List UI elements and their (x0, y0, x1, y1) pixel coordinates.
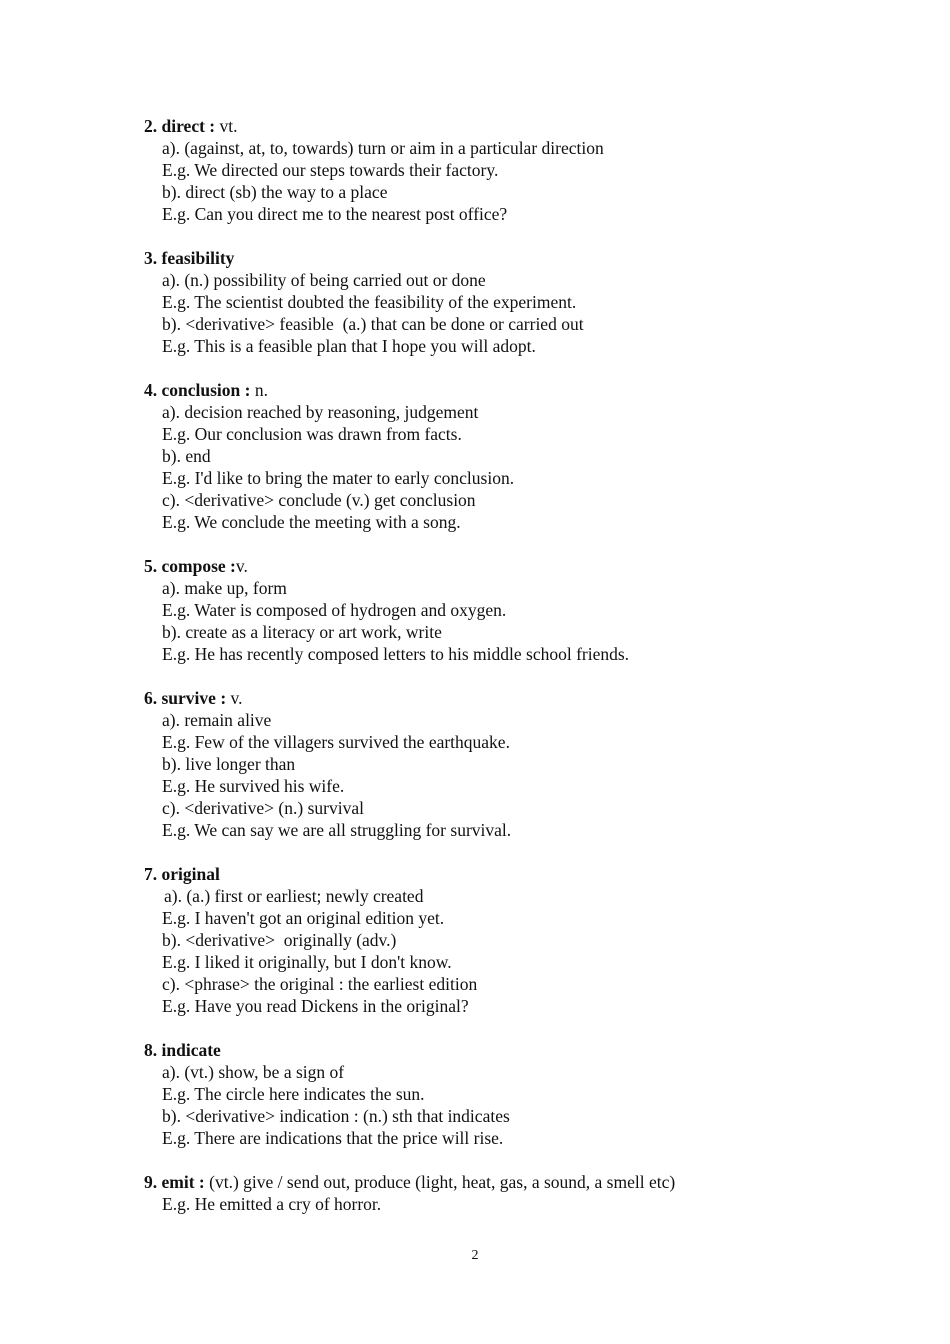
definition-line: b). <derivative> originally (adv.) (162, 930, 397, 950)
definition-line: a). (a.) first or earliest; newly created (164, 886, 424, 906)
example-line: E.g. Few of the villagers survived the earthquake. (162, 732, 510, 752)
entry-word: compose : (161, 556, 236, 576)
example-line: E.g. I'd like to bring the mater to early conclusion. (162, 468, 515, 488)
example-line: E.g. We conclude the meeting with a song. (162, 512, 461, 532)
entry-word: original (161, 864, 220, 884)
entry-direct (144, 115, 904, 225)
entry-word: feasibility (161, 248, 235, 268)
document-body (144, 115, 904, 1237)
entry-number: 3. (144, 248, 158, 268)
example-line: E.g. I liked it originally, but I don't know. (162, 952, 452, 972)
page-number: 2 (471, 1248, 479, 1263)
entry-number: 4. (144, 380, 158, 400)
entry-pos: (vt.) give / send out, produce (light, heat, gas, a sound, a smell etc) (204, 1172, 676, 1192)
entry-word: direct : (161, 116, 216, 136)
definition-line: b). live longer than (162, 754, 296, 774)
entry-heading (144, 555, 904, 577)
example-line: E.g. Water is composed of hydrogen and oxygen. (162, 600, 507, 620)
entry-number: 8. (144, 1040, 158, 1060)
example-line: E.g. Have you read Dickens in the original? (162, 996, 469, 1016)
example-line: E.g. We can say we are all struggling for survival. (162, 820, 512, 840)
entry-heading (144, 379, 904, 401)
example-line: E.g. He has recently composed letters to his middle school friends. (162, 644, 630, 664)
entry-word: survive : (161, 688, 227, 708)
definition-line: b). <derivative> feasible (a.) that can be done or carried out (162, 314, 584, 334)
entry-pos: v. (226, 688, 243, 708)
entry-heading (144, 687, 904, 709)
entry-heading (144, 863, 904, 885)
example-line: E.g. Our conclusion was drawn from facts. (162, 424, 462, 444)
example-line: E.g. Can you direct me to the nearest post office? (162, 204, 508, 224)
entry-pos: vt. (215, 116, 238, 136)
definition-line: a). (n.) possibility of being carried out or done (162, 270, 486, 290)
entry-word: indicate (161, 1040, 221, 1060)
entry-compose (144, 555, 904, 665)
definition-line: a). (against, at, to, towards) turn or aim in a particular direction (162, 138, 604, 158)
entry-number: 7. (144, 864, 158, 884)
definition-line: b). create as a literacy or art work, write (162, 622, 442, 642)
entry-original (144, 863, 904, 1017)
example-line: E.g. He emitted a cry of horror. (162, 1194, 382, 1214)
definition-line: b). direct (sb) the way to a place (162, 182, 388, 202)
entry-word: emit : (161, 1172, 205, 1192)
entry-number: 2. (144, 116, 158, 136)
example-line: E.g. The circle here indicates the sun. (162, 1084, 425, 1104)
entry-heading (144, 1039, 904, 1061)
entry-indicate (144, 1039, 904, 1149)
definition-line: c). <derivative> (n.) survival (162, 798, 364, 818)
entry-number: 5. (144, 556, 158, 576)
example-line: E.g. There are indications that the price will rise. (162, 1128, 504, 1148)
entry-pos: v. (235, 556, 248, 576)
definition-line: a). make up, form (162, 578, 287, 598)
example-line: E.g. The scientist doubted the feasibility of the experiment. (162, 292, 577, 312)
entry-number: 9. (144, 1172, 158, 1192)
example-line: E.g. I haven't got an original edition yet. (162, 908, 445, 928)
entry-number: 6. (144, 688, 158, 708)
entry-survive (144, 687, 904, 841)
example-line: E.g. He survived his wife. (162, 776, 345, 796)
definition-line: b). end (162, 446, 211, 466)
definition-line: b). <derivative> indication : (n.) sth that indicates (162, 1106, 510, 1126)
definition-line: a). decision reached by reasoning, judgement (162, 402, 479, 422)
entry-conclusion (144, 379, 904, 533)
definition-line: c). <phrase> the original : the earliest edition (162, 974, 478, 994)
entry-heading (144, 247, 904, 269)
definition-line: c). <derivative> conclude (v.) get conclusion (162, 490, 476, 510)
definition-line: a). remain alive (162, 710, 272, 730)
entry-heading (144, 115, 904, 137)
entry-emit (144, 1171, 904, 1215)
entry-heading (144, 1171, 904, 1193)
entry-pos: n. (250, 380, 268, 400)
example-line: E.g. This is a feasible plan that I hope you will adopt. (162, 336, 536, 356)
entry-word: conclusion : (161, 380, 251, 400)
definition-line: a). (vt.) show, be a sign of (162, 1062, 345, 1082)
entry-feasibility (144, 247, 904, 357)
example-line: E.g. We directed our steps towards their factory. (162, 160, 499, 180)
